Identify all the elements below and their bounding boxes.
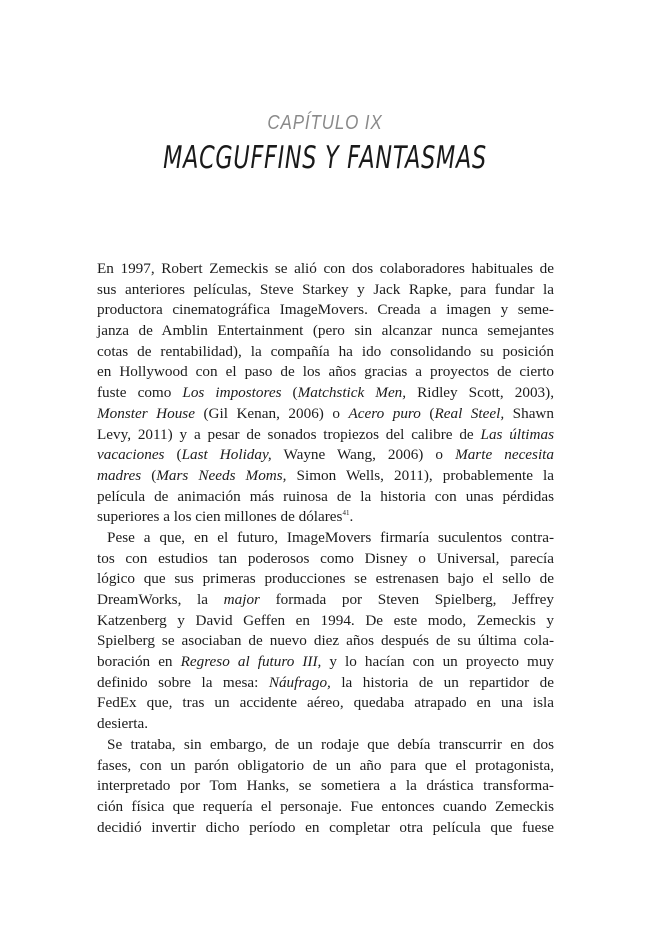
text-line [97, 590, 554, 611]
text-line [97, 362, 554, 383]
text-line [97, 735, 554, 756]
text-segment: Pese a que, en el futuro, ImageMovers firmaría suculentos contra- [107, 528, 554, 546]
text-segment: sus anteriores películas, Steve Starkey y Jack Rapke, para fundar la [97, 280, 554, 298]
text-segment: Shawn [504, 404, 554, 422]
text-line [97, 280, 554, 301]
text-line [97, 611, 554, 632]
text-segment: fuste como [97, 384, 183, 402]
text-line [97, 714, 554, 735]
chapter-title: MACGUFFINS Y FANTASMAS [163, 140, 487, 176]
text-line [97, 404, 554, 425]
text-line [97, 569, 554, 590]
text-segment: cotas de rentabilidad), la compañía ha ido consolidando su posición [97, 342, 554, 360]
text-line [97, 652, 554, 673]
text-line [97, 693, 554, 714]
italic-title: Regreso al futuro III, [180, 653, 322, 671]
italic-title: Monster House [97, 404, 195, 422]
text-line [97, 383, 554, 404]
text-segment: decidió invertir dicho período en completar otra película que fuese [97, 818, 554, 836]
text-segment: ( [420, 404, 435, 422]
text-segment: película de animación más ruinosa de la historia con unas pérdidas [97, 487, 554, 505]
text-segment: En 1997, Robert Zemeckis se alió con dos colaboradores habituales de [97, 260, 554, 277]
text-line [97, 507, 554, 528]
italic-title: Marte necesita [455, 446, 554, 464]
text-line [97, 673, 554, 694]
text-segment: en Hollywood con el paso de los años gracias a proyectos de cierto [97, 363, 554, 381]
italic-title: Real Steel, [434, 404, 505, 422]
body-text [97, 259, 554, 838]
text-segment: interpretado por Tom Hanks, se sometiera a la drástica transforma- [97, 777, 554, 795]
text-segment: formada por Steven Spielberg, Jeffrey [259, 591, 554, 608]
text-segment: . [349, 508, 354, 526]
text-segment: boración en [97, 653, 181, 671]
text-line [97, 528, 554, 549]
text-segment: Simon Wells, 2011), probablemente la [286, 466, 555, 484]
italic-title: Náufrago, [268, 673, 331, 691]
text-segment: Se trataba, sin embargo, de un rodaje que debía transcurrir en dos [107, 735, 554, 753]
italic-title: major [223, 591, 260, 608]
text-segment: Levy, 2011) y a pesar de sonados tropiezos del calibre de [97, 425, 481, 443]
text-segment: Ridley Scott, 2003), [406, 384, 554, 402]
text-line [97, 466, 554, 487]
text-segment: productora cinematográfica ImageMovers. Creada a imagen y seme- [97, 301, 554, 319]
italic-title: Last Holiday, [181, 446, 272, 464]
text-segment: lógico que sus primeras producciones se estrenasen bajo el sello de [97, 570, 554, 588]
text-segment: ( [164, 446, 182, 464]
italic-title: vacaciones [97, 446, 165, 464]
italic-title: madres [97, 466, 142, 484]
text-segment: ción física que requería el personaje. Fue entonces cuando Zemeckis [97, 797, 554, 815]
text-line [97, 445, 554, 466]
text-segment: superiores a los cien millones de dólares [97, 508, 343, 526]
text-line [97, 425, 554, 446]
italic-title: Matchstick Men, [297, 384, 407, 402]
italic-title: Los impostores [182, 384, 282, 402]
text-segment: definido sobre la mesa: [97, 673, 269, 691]
text-segment: ( [281, 384, 298, 402]
text-line [97, 259, 554, 280]
text-segment: fases, con un parón obligatorio de un año para que el protagonista, [97, 756, 554, 774]
chapter-label: CAPÍTULO IX [267, 112, 383, 134]
text-line [97, 776, 554, 797]
text-line [97, 756, 554, 777]
italic-title: Mars Needs Moms, [156, 466, 287, 484]
text-line [97, 487, 554, 508]
text-segment: ( [141, 466, 157, 484]
text-line [97, 342, 554, 363]
text-line [97, 818, 554, 839]
footnote-marker[interactable]: 41 [342, 509, 350, 518]
text-line [97, 300, 554, 321]
text-segment: janza de Amblin Entertainment (pero sin alcanzar nunca semejantes [97, 322, 554, 340]
text-line [97, 549, 554, 570]
text-line [97, 797, 554, 818]
text-segment: Wayne Wang, 2006) o [271, 446, 456, 464]
text-line [97, 321, 554, 342]
text-segment: FedEx que, tras un accidente aéreo, quedaba atrapado en una isla [97, 694, 554, 712]
italic-title: Las últimas [480, 425, 555, 443]
text-segment: Spielberg se asociaban de nuevo diez años después de su última cola- [97, 632, 554, 650]
text-segment: Katzenberg y David Geffen en 1994. De este modo, Zemeckis y [97, 611, 554, 629]
text-segment: la historia de un repartidor de [330, 673, 554, 691]
text-segment: DreamWorks, la [97, 591, 224, 608]
text-segment: y lo hacían con un proyecto muy [321, 653, 555, 671]
text-segment: (Gil Kenan, 2006) o [194, 404, 349, 422]
text-segment: desierta. [97, 715, 149, 733]
italic-title: Acero puro [348, 404, 421, 422]
text-segment: tos con estudios tan poderosos como Disney o Universal, parecía [97, 549, 554, 567]
text-line [97, 631, 554, 652]
